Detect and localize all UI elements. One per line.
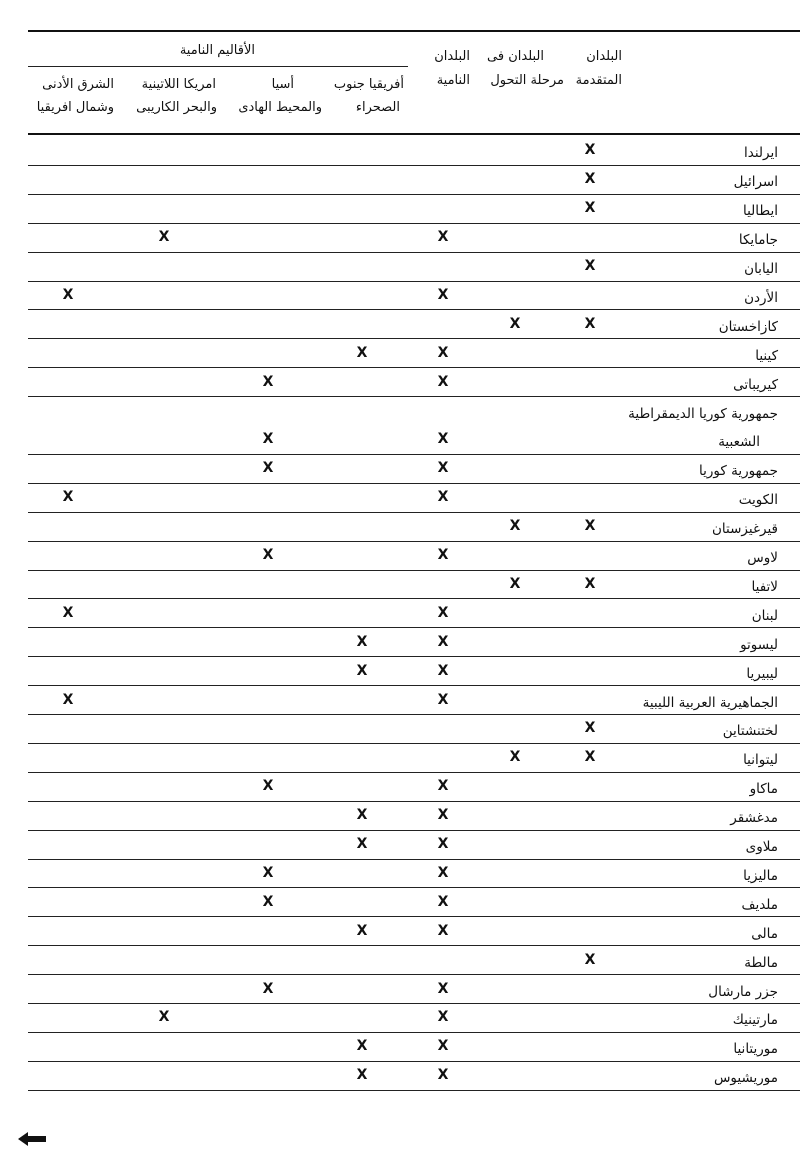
mark-dvg: X xyxy=(437,836,449,853)
header-regions-title: الأقاليم النامية xyxy=(179,43,255,58)
header-latam-line2: والبحر الكاريبى xyxy=(136,100,217,115)
country-name: اليابان xyxy=(744,261,778,278)
row-divider xyxy=(28,685,800,686)
country-name: ليسوتو xyxy=(740,636,778,653)
mark-dvg: X xyxy=(437,778,449,795)
mark-dvg: X xyxy=(437,662,449,679)
header-latam-line1: امريكا اللاتينية xyxy=(141,77,216,92)
row-divider xyxy=(28,656,800,657)
row-divider xyxy=(28,887,800,888)
header-developed-line1: البلدان xyxy=(586,49,622,64)
mark-dvg: X xyxy=(437,229,449,246)
mark-mena: X xyxy=(62,691,74,708)
mark-dvg: X xyxy=(437,460,449,477)
row-divider xyxy=(28,801,800,802)
header-ssa-line2: الصحراء xyxy=(355,100,400,115)
mark-dvg: X xyxy=(437,1038,449,1055)
mark-dvg: X xyxy=(437,633,449,650)
country-name: ماليزيا xyxy=(743,867,778,884)
row-divider xyxy=(28,945,800,946)
mark-ssa: X xyxy=(356,344,368,361)
country-name: كازاخستان xyxy=(718,318,778,335)
row-divider xyxy=(28,252,800,253)
mark-dvg: X xyxy=(437,922,449,939)
row-divider xyxy=(28,830,800,831)
country-name: لاتفيا xyxy=(751,578,778,595)
country-name: ايرلندا xyxy=(744,145,778,162)
mark-mena: X xyxy=(62,604,74,621)
row-divider xyxy=(28,714,800,715)
country-name: موريشيوس xyxy=(713,1070,778,1087)
mark-dev: X xyxy=(584,749,596,766)
header-developed-line2: المتقدمة xyxy=(575,73,622,88)
mark-dev: X xyxy=(584,258,596,275)
previous-page-arrow-icon[interactable] xyxy=(18,1130,48,1148)
row-divider xyxy=(28,367,800,368)
row-divider xyxy=(28,512,800,513)
row-divider xyxy=(28,541,800,542)
row-divider xyxy=(28,570,800,571)
country-name: كينيا xyxy=(755,347,778,364)
row-divider xyxy=(28,338,800,339)
country-name: ايطاليا xyxy=(743,203,778,220)
mark-ssa: X xyxy=(356,836,368,853)
header-ssa-line1: أفريقيا جنوب xyxy=(333,77,404,92)
mark-ssa: X xyxy=(356,662,368,679)
country-name: الكويت xyxy=(738,492,778,509)
country-name: مدغشقر xyxy=(730,810,778,827)
mark-dvg: X xyxy=(437,547,449,564)
country-name: جزر مارشال xyxy=(708,983,778,1000)
row-divider xyxy=(28,165,800,166)
mark-asia: X xyxy=(262,373,274,390)
country-name: جمهورية كوريا الديمقراطية xyxy=(628,405,778,422)
country-name: الشعبية xyxy=(718,434,760,451)
mark-dvg: X xyxy=(437,807,449,824)
mark-dvg: X xyxy=(437,1009,449,1026)
mark-dvg: X xyxy=(437,286,449,303)
row-divider xyxy=(28,194,800,195)
row-divider xyxy=(28,454,800,455)
row-divider xyxy=(28,396,800,397)
mark-dvg: X xyxy=(437,893,449,910)
mark-mena: X xyxy=(62,286,74,303)
row-divider xyxy=(28,309,800,310)
mark-ssa: X xyxy=(356,807,368,824)
country-name: ليتوانيا xyxy=(743,752,778,769)
mark-ssa: X xyxy=(356,1067,368,1084)
row-divider xyxy=(28,1090,800,1091)
country-name: ماكاو xyxy=(749,781,778,798)
mark-dev: X xyxy=(584,720,596,737)
country-name: جمهورية كوريا xyxy=(699,463,778,480)
country-name: جامايكا xyxy=(738,232,778,249)
country-name: الأردن xyxy=(744,289,778,306)
row-divider xyxy=(28,1032,800,1033)
row-divider xyxy=(28,974,800,975)
country-name: لاوس xyxy=(747,550,778,567)
mark-trans: X xyxy=(509,575,521,592)
row-divider xyxy=(28,1003,800,1004)
mark-latam: X xyxy=(158,229,170,246)
mark-dev: X xyxy=(584,518,596,535)
header-mena-line1: الشرق الأدنى xyxy=(42,77,114,92)
header-transition-line2: مرحلة التحول xyxy=(490,73,564,88)
mark-dev: X xyxy=(584,142,596,159)
mark-ssa: X xyxy=(356,1038,368,1055)
mark-ssa: X xyxy=(356,922,368,939)
mark-dev: X xyxy=(584,575,596,592)
country-name: موريتانيا xyxy=(733,1041,778,1058)
mark-dvg: X xyxy=(437,431,449,448)
row-divider xyxy=(28,483,800,484)
mark-dvg: X xyxy=(437,1067,449,1084)
mark-dev: X xyxy=(584,200,596,217)
header-asia-line2: والمحيط الهادى xyxy=(238,100,322,115)
mark-asia: X xyxy=(262,893,274,910)
mark-ssa: X xyxy=(356,633,368,650)
mark-dvg: X xyxy=(437,373,449,390)
mark-dvg: X xyxy=(437,604,449,621)
mark-trans: X xyxy=(509,315,521,332)
row-divider xyxy=(28,743,800,744)
country-name: لختنشتاين xyxy=(722,723,778,740)
regions-rule xyxy=(28,66,408,67)
mark-dev: X xyxy=(584,951,596,968)
mark-dvg: X xyxy=(437,489,449,506)
row-divider xyxy=(28,627,800,628)
mark-dvg: X xyxy=(437,864,449,881)
country-name: اسرائيل xyxy=(733,174,778,191)
header-developing-line2: النامية xyxy=(436,73,470,88)
country-name: ليبيريا xyxy=(746,665,778,682)
country-name: ملاوى xyxy=(745,839,778,856)
mark-trans: X xyxy=(509,518,521,535)
mark-asia: X xyxy=(262,980,274,997)
country-name: مارتينيك xyxy=(732,1012,778,1029)
top-rule xyxy=(28,30,800,32)
header-transition-line1: البلدان فى xyxy=(487,49,544,64)
mark-trans: X xyxy=(509,749,521,766)
header-bottom-rule xyxy=(28,133,800,135)
country-name: مالى xyxy=(751,925,778,942)
country-name: لبنان xyxy=(751,607,778,624)
header-mena-line2: وشمال افريقيا xyxy=(36,100,114,115)
mark-dvg: X xyxy=(437,691,449,708)
mark-dev: X xyxy=(584,315,596,332)
mark-asia: X xyxy=(262,778,274,795)
country-name: قيرغيزستان xyxy=(712,521,778,538)
mark-dvg: X xyxy=(437,980,449,997)
mark-asia: X xyxy=(262,864,274,881)
header-asia-line1: أسيا xyxy=(271,77,294,92)
mark-asia: X xyxy=(262,547,274,564)
header-developing-line1: البلدان xyxy=(434,49,470,64)
mark-mena: X xyxy=(62,489,74,506)
row-divider xyxy=(28,598,800,599)
row-divider xyxy=(28,1061,800,1062)
mark-dev: X xyxy=(584,171,596,188)
country-name: الجماهيرية العربية الليبية xyxy=(642,694,778,711)
row-divider xyxy=(28,772,800,773)
mark-latam: X xyxy=(158,1009,170,1026)
row-divider xyxy=(28,281,800,282)
country-name: كيريباتى xyxy=(733,376,778,393)
row-divider xyxy=(28,223,800,224)
mark-dvg: X xyxy=(437,344,449,361)
country-name: ملديف xyxy=(741,896,778,913)
country-name: مالطة xyxy=(744,954,778,971)
row-divider xyxy=(28,916,800,917)
row-divider xyxy=(28,859,800,860)
mark-asia: X xyxy=(262,460,274,477)
mark-asia: X xyxy=(262,431,274,448)
